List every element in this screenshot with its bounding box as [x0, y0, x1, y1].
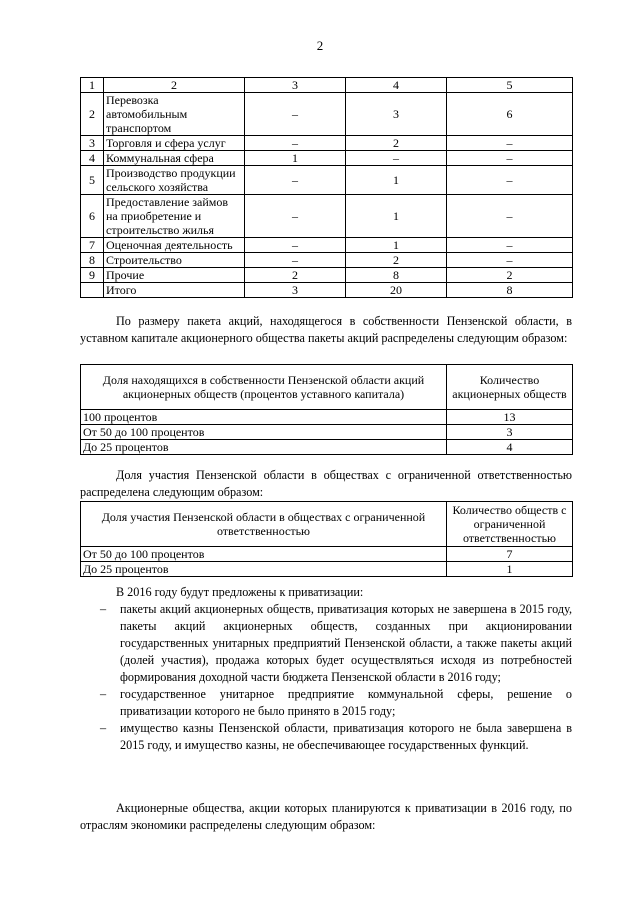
- row-number: 9: [81, 268, 104, 283]
- row-number: [81, 283, 104, 298]
- row-label: 100 процентов: [81, 410, 447, 425]
- cell-value: 2: [245, 268, 346, 283]
- dash-marker: –: [100, 687, 107, 701]
- table-row: [81, 562, 573, 577]
- paragraph-text: В 2016 году будут предложены к приватизации:: [116, 585, 364, 599]
- cell-value: –: [447, 238, 573, 253]
- cell-value: 8: [447, 283, 573, 298]
- header-cell: Доля участия Пензенской области в обществах с ограниченной ответственностью: [81, 502, 447, 547]
- cell-value: 1: [346, 195, 447, 238]
- table-row: [81, 253, 573, 268]
- header-cell: Количество обществ с ограниченной ответственностью: [447, 502, 573, 547]
- table-row: [81, 547, 573, 562]
- paragraph-llc-distribution: [80, 467, 572, 501]
- table-row: [81, 195, 573, 238]
- list-item-text: пакеты акций акционерных обществ, приватизация которых не завершена в 2015 году, пакеты акций акционерных обществ, созданных при акционировании государственных унитарных предприятий Пензенской области, а также пакеты акций (долей участия), продажа которых будет осуществляться исходя из потребностей формирования доходной части бюджета Пензенской области в 2016 году;: [120, 602, 572, 684]
- cell-value: –: [447, 151, 573, 166]
- industry-name: Прочие: [104, 268, 245, 283]
- list-item: [80, 686, 572, 720]
- header-cell: Количество акционерных обществ: [447, 365, 573, 410]
- row-label: От 50 до 100 процентов: [81, 425, 447, 440]
- table-row: [81, 410, 573, 425]
- industry-name: Коммунальная сфера: [104, 151, 245, 166]
- row-number: 5: [81, 166, 104, 195]
- llc-table: [80, 501, 573, 577]
- industry-name: Оценочная деятельность: [104, 238, 245, 253]
- paragraph-industries-intro: [80, 800, 572, 834]
- table-row: [81, 151, 573, 166]
- cell-value: –: [447, 253, 573, 268]
- cell-value: 3: [346, 93, 447, 136]
- table-row: [81, 166, 573, 195]
- table-row: [81, 93, 573, 136]
- header-cell: 2: [104, 78, 245, 93]
- cell-value: –: [447, 136, 573, 151]
- cell-value: –: [245, 195, 346, 238]
- row-label: От 50 до 100 процентов: [81, 547, 447, 562]
- row-number: 6: [81, 195, 104, 238]
- industry-table: [80, 77, 573, 298]
- row-label: До 25 процентов: [81, 440, 447, 455]
- paragraph-text: По размеру пакета акций, находящегося в собственности Пензенской области, в уставном капитале акционерного общества пакеты акций распределены следующим образом:: [80, 314, 572, 345]
- table-row: [81, 268, 573, 283]
- privatization-list: [80, 601, 572, 754]
- cell-value: 8: [346, 268, 447, 283]
- row-value: 4: [447, 440, 573, 455]
- industry-name: Производство продукции сельского хозяйства: [104, 166, 245, 195]
- list-item-text: государственное унитарное предприятие коммунальной сферы, решение о приватизации которого не было принято в 2015 году;: [120, 687, 572, 718]
- table-header-row: [81, 502, 573, 547]
- header-cell: Доля находящихся в собственности Пензенской области акций акционерных обществ (процентов уставного капитала): [81, 365, 447, 410]
- list-item-text: имущество казны Пензенской области, приватизация которого не была завершена в 2015 году, и имущество казны, не обеспечивающее государственных функций.: [120, 721, 572, 752]
- row-number: 2: [81, 93, 104, 136]
- industry-name: Перевозка автомобильным транспортом: [104, 93, 245, 136]
- list-item: [80, 601, 572, 686]
- table-header-row: [81, 365, 573, 410]
- row-value: 1: [447, 562, 573, 577]
- row-number: 4: [81, 151, 104, 166]
- table-header-row: [81, 78, 573, 93]
- header-cell: 5: [447, 78, 573, 93]
- table-total-row: [81, 283, 573, 298]
- paragraph-text: Акционерные общества, акции которых планируются к приватизации в 2016 году, по отраслям экономики распределены следующим образом:: [80, 801, 572, 832]
- cell-value: –: [245, 238, 346, 253]
- industry-name: Строительство: [104, 253, 245, 268]
- row-number: 3: [81, 136, 104, 151]
- row-value: 13: [447, 410, 573, 425]
- table-row: [81, 238, 573, 253]
- page-number: 2: [316, 38, 324, 53]
- dash-marker: –: [100, 602, 107, 616]
- cell-value: 2: [346, 136, 447, 151]
- header-cell: 1: [81, 78, 104, 93]
- cell-value: 3: [245, 283, 346, 298]
- cell-value: –: [245, 93, 346, 136]
- cell-value: 1: [346, 166, 447, 195]
- row-number: 7: [81, 238, 104, 253]
- paragraph-text: Доля участия Пензенской области в обществах с ограниченной ответственностью распределена следующим образом:: [80, 468, 572, 499]
- cell-value: 2: [447, 268, 573, 283]
- cell-value: –: [245, 253, 346, 268]
- header-cell: 4: [346, 78, 447, 93]
- header-cell: 3: [245, 78, 346, 93]
- table-row: [81, 440, 573, 455]
- cell-value: 20: [346, 283, 447, 298]
- row-value: 3: [447, 425, 573, 440]
- table-row: [81, 136, 573, 151]
- cell-value: 1: [346, 238, 447, 253]
- industry-name: Предоставление займов на приобретение и строительство жилья: [104, 195, 245, 238]
- cell-value: –: [245, 166, 346, 195]
- shares-table: [80, 364, 573, 455]
- cell-value: 6: [447, 93, 573, 136]
- paragraph-privatization-intro: [80, 584, 572, 601]
- cell-value: –: [447, 195, 573, 238]
- table-row: [81, 425, 573, 440]
- cell-value: –: [447, 166, 573, 195]
- total-label: Итого: [104, 283, 245, 298]
- list-item: [80, 720, 572, 754]
- industry-name: Торговля и сфера услуг: [104, 136, 245, 151]
- paragraph-shares-distribution: [80, 313, 572, 347]
- dash-marker: –: [100, 721, 107, 735]
- row-label: До 25 процентов: [81, 562, 447, 577]
- cell-value: –: [245, 136, 346, 151]
- row-number: 8: [81, 253, 104, 268]
- cell-value: 2: [346, 253, 447, 268]
- cell-value: 1: [245, 151, 346, 166]
- cell-value: –: [346, 151, 447, 166]
- row-value: 7: [447, 547, 573, 562]
